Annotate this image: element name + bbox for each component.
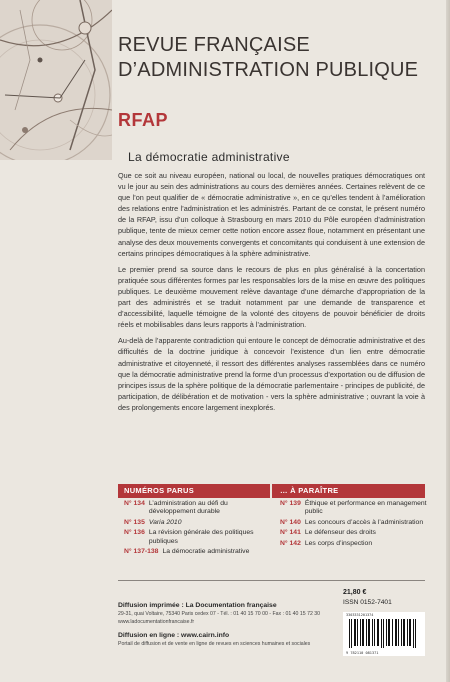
issue-subtitle: La démocratie administrative	[128, 150, 290, 164]
issue-number: N° 140	[280, 518, 301, 526]
issue-title: Les corps d’inspection	[304, 539, 373, 547]
upcoming-issues-list	[280, 500, 430, 550]
cover-artwork	[0, 0, 112, 160]
list-item	[280, 540, 430, 548]
issue-title: L’administration au défi du développement durable	[148, 500, 228, 516]
print-distribution-label: Diffusion imprimée : La Documentation française	[118, 602, 277, 609]
print-website: www.ladocumentationfrancaise.fr	[118, 619, 195, 625]
issue-title: La révision générale des politiques publiques	[148, 529, 254, 545]
print-address: 29-31, quai Voltaire, 75340 Paris cedex 07 - Tél. : 01 40 15 70 00 - Fax : 01 40 15 72 30	[118, 611, 321, 617]
barcode-number: 9 782110 081371	[346, 651, 379, 655]
issue-title: Éthique et performance en management public	[304, 500, 427, 516]
price: 21,80 €	[343, 589, 367, 596]
issue-number: N° 141	[280, 529, 301, 537]
issues-band	[118, 484, 425, 498]
barcode	[343, 612, 425, 656]
list-item	[124, 500, 274, 517]
barcode-label: 3303331201374	[346, 613, 374, 617]
journal-title-line-1: REVUE FRANÇAISE	[118, 34, 310, 56]
issue-number: N° 137-138	[124, 548, 159, 556]
issue-number: N° 136	[124, 529, 145, 537]
list-item	[280, 529, 430, 537]
paragraph-2: Le premier prend sa source dans le recours de plus en plus généralisé à la concertation pratiquée sous différentes formes par les responsables lors de la mise en œuvre des politiques publiques. Le deuxième mouvement relève davantage d’une démarche d’appropriation de la part des administrés et se traduit notamment par une demande de transparence et d’accessibilité, laquelle témoigne de la volonté des citoyens de pouvoir bénéficier de droits réels et mobilisables dans leurs rapports à l’administration.	[118, 264, 425, 330]
list-item	[124, 548, 274, 556]
issue-title: Le défenseur des droits	[304, 529, 376, 537]
paragraph-1: Que ce soit au niveau européen, national ou local, de nouvelles pratiques démocratiques ont vu le jour au sein des administrations au cours des dernières années. Certaines relèvent de ce que l’on peut qualifier de « démocratie administrative », en ce qu’elles tendent à l’amélioration des relations entre l’administration et les administrés. Partant de ce constat, le présent numéro de la RFAP, issu d’un colloque à Strasbourg en mars 2010 du Pôle européen d’administration publique, tente de mieux cerner cette notion encore assez floue, notamment en présentant une analyse des deux mouvements convergents et concomitants qui conduisent à une extension de certains principes démocratiques à la sphère administrative.	[118, 171, 425, 258]
issue-number: N° 134	[124, 500, 145, 507]
published-issues-list	[124, 500, 274, 558]
band-separator	[270, 484, 272, 498]
journal-title-line-2: D’ADMINISTRATION PUBLIQUE	[118, 59, 419, 81]
list-item	[124, 529, 274, 546]
spine-edge	[446, 0, 450, 682]
issue-title: La démocratie administrative	[162, 548, 250, 556]
online-description: Portail de diffusion et de vente en ligne de revues en sciences humaines et sociales	[118, 641, 311, 647]
published-issues-heading: NUMÉROS PARUS	[124, 486, 195, 495]
distribution-info	[118, 602, 328, 648]
issue-number: N° 135	[124, 518, 145, 526]
issn: ISSN 0152-7401	[343, 599, 392, 606]
issue-title: Les concours d’accès à l’administration	[304, 518, 424, 526]
list-item	[280, 519, 430, 527]
upcoming-issues-heading: … À PARAÎTRE	[280, 486, 339, 495]
list-item	[280, 500, 430, 517]
paragraph-3: Au-delà de l’apparente contradiction qui entoure le concept de démocratie administrative et des difficultés de la doctrine juridique à concevoir l’existence d’un lien entre démocratie administrative et citoyenneté, il ressort des différentes analyses rassemblées dans ce numéro que la démocratie administrative prend la forme d’un processus d’exportation ou de diffusion de principes issus de la sphère politique de la démocratie parlementaire - principes de publicité, de participation, de délibération et de motivation - vers la sphère administrative ; ouvrant la voie à des prolongements encore largement inexplorés.	[118, 336, 425, 412]
footer-divider	[118, 580, 425, 581]
list-item	[124, 519, 274, 527]
journal-abbreviation: RFAP	[118, 110, 169, 130]
summary-text	[118, 170, 425, 418]
online-distribution-label: Diffusion en ligne : www.cairn.info	[118, 632, 230, 639]
issue-title: Varia 2010	[148, 518, 182, 526]
barcode-bars	[343, 612, 425, 656]
issue-number: N° 139	[280, 500, 301, 507]
journal-title	[118, 33, 438, 83]
issue-number: N° 142	[280, 539, 301, 547]
